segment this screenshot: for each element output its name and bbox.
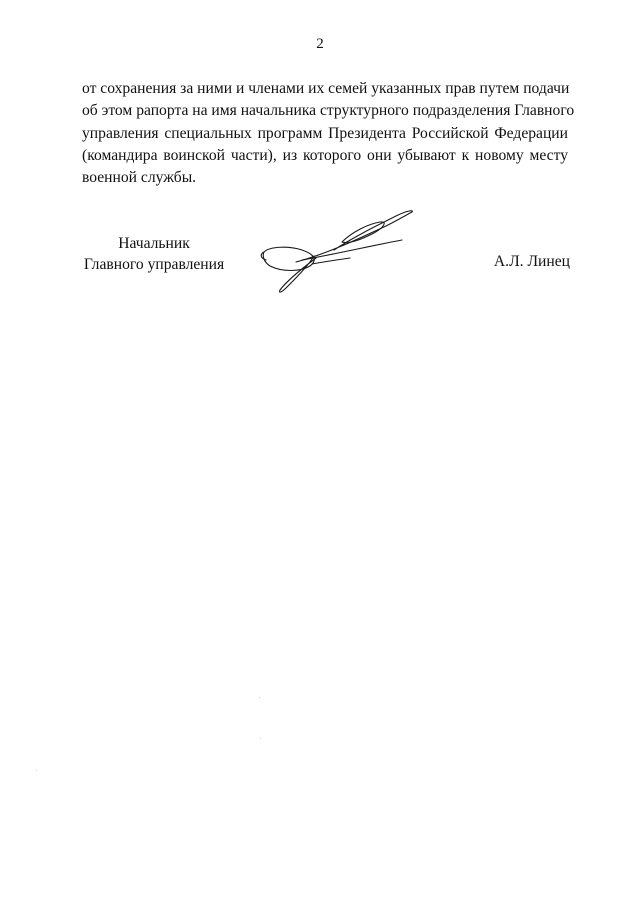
body-line: (командира воинской части), из которого они убывают к новому месту [82,146,568,164]
handwritten-signature-icon [256,202,422,300]
signatory-position [74,233,234,275]
signatory-name: А.Л. Линец [493,253,570,270]
scan-speck [36,770,37,771]
scan-speck [260,738,261,739]
body-line: об этом рапорта на имя начальника структурного подразделения Главного [82,102,575,120]
page-number: 2 [316,36,324,52]
body-line: управления специальных программ Президента Российской Федерации [82,124,568,142]
signatory-position-line2: Главного управления [83,256,225,273]
body-line: от сохранения за ними и членами их семей указанных прав путем подачи [82,80,570,97]
scan-speck [259,697,260,698]
body-line: военной службы. [82,169,197,187]
body-paragraph [82,78,575,189]
signatory-position-line1: Начальник [118,235,190,252]
